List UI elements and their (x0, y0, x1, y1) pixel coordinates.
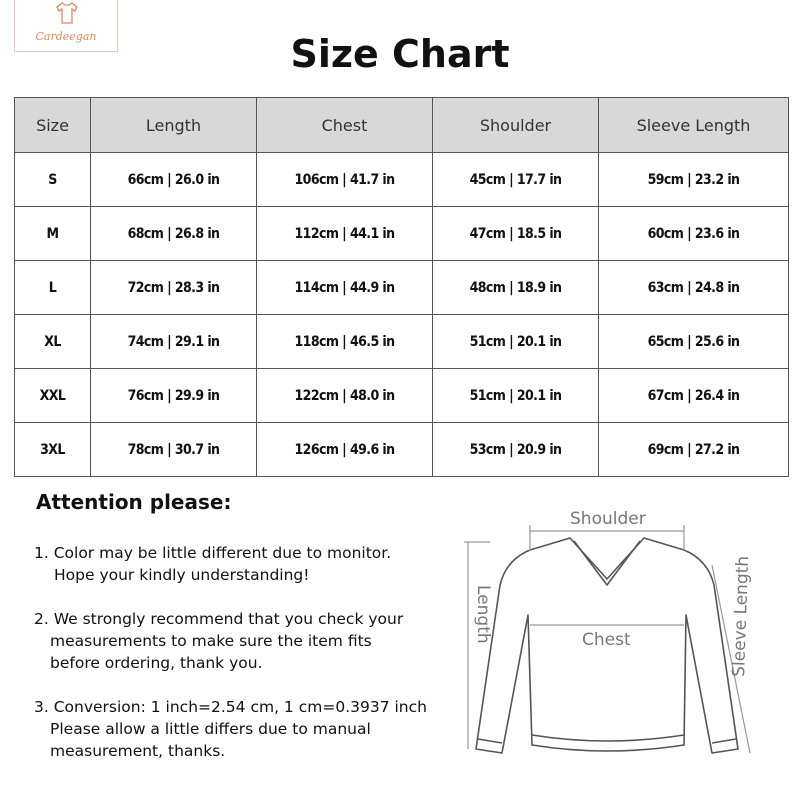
cell-length: 76cm | 29.9 in (91, 369, 257, 423)
cell-length: 78cm | 30.7 in (91, 423, 257, 477)
cell-shoulder: 51cm | 20.1 in (433, 315, 599, 369)
table-row (15, 369, 789, 423)
table-row (15, 423, 789, 477)
note-item (34, 696, 464, 762)
cell-sleeve-length: 69cm | 27.2 in (599, 423, 789, 477)
note-line: before ordering, thank you. (50, 654, 263, 672)
note-line: measurements to make sure the item fits (50, 632, 372, 650)
cell-chest: 112cm | 44.1 in (257, 207, 433, 261)
table-row (15, 153, 789, 207)
table-row (15, 207, 789, 261)
table-row (15, 261, 789, 315)
table-row (15, 315, 789, 369)
cell-length: 68cm | 26.8 in (91, 207, 257, 261)
cell-size: S (15, 153, 91, 207)
header-sleeve-length: Sleeve Length (599, 98, 789, 153)
cell-length: 66cm | 26.0 in (91, 153, 257, 207)
cell-shoulder: 53cm | 20.9 in (433, 423, 599, 477)
cell-chest: 126cm | 49.6 in (257, 423, 433, 477)
cell-size: M (15, 207, 91, 261)
cell-shoulder: 45cm | 17.7 in (433, 153, 599, 207)
size-table (14, 97, 789, 477)
cell-sleeve-length: 67cm | 26.4 in (599, 369, 789, 423)
cell-size: XXL (15, 369, 91, 423)
cell-sleeve-length: 60cm | 23.6 in (599, 207, 789, 261)
cell-shoulder: 51cm | 20.1 in (433, 369, 599, 423)
tshirt-logo-icon (55, 0, 79, 26)
page-title: Size Chart (290, 32, 510, 76)
cell-chest: 114cm | 44.9 in (257, 261, 433, 315)
note-item (34, 542, 464, 586)
cell-sleeve-length: 59cm | 23.2 in (599, 153, 789, 207)
cell-shoulder: 48cm | 18.9 in (433, 261, 599, 315)
cell-length: 74cm | 29.1 in (91, 315, 257, 369)
cell-chest: 118cm | 46.5 in (257, 315, 433, 369)
table-header-row (15, 98, 789, 153)
diagram-shoulder-label: Shoulder (570, 509, 646, 529)
note-line: Please allow a little differs due to manual (50, 720, 371, 738)
cell-size: L (15, 261, 91, 315)
note-line: 2. We strongly recommend that you check your (34, 610, 404, 628)
header-shoulder: Shoulder (433, 98, 599, 153)
header-chest: Chest (257, 98, 433, 153)
note-line: 3. Conversion: 1 inch=2.54 cm, 1 cm=0.3937 inch (34, 698, 427, 716)
header-size: Size (15, 98, 91, 153)
cell-chest: 122cm | 48.0 in (257, 369, 433, 423)
cell-size: XL (15, 315, 91, 369)
header-length: Length (91, 98, 257, 153)
brand-name: Cardeegan (35, 30, 97, 43)
cell-size: 3XL (15, 423, 91, 477)
attention-heading: Attention please: (36, 490, 232, 514)
note-line: measurement, thanks. (50, 742, 226, 760)
note-line: Hope your kindly understanding! (54, 566, 310, 584)
cell-shoulder: 47cm | 18.5 in (433, 207, 599, 261)
cell-sleeve-length: 63cm | 24.8 in (599, 261, 789, 315)
note-item (34, 608, 464, 674)
diagram-sleeve-length-label: Sleeve Length (729, 555, 754, 678)
diagram-chest-label: Chest (582, 630, 631, 650)
attention-notes (34, 542, 464, 784)
diagram-length-label: Length (473, 585, 493, 644)
measurement-diagram (462, 505, 762, 775)
cell-chest: 106cm | 41.7 in (257, 153, 433, 207)
note-line: 1. Color may be little different due to monitor. (34, 544, 392, 562)
cell-length: 72cm | 28.3 in (91, 261, 257, 315)
cell-sleeve-length: 65cm | 25.6 in (599, 315, 789, 369)
